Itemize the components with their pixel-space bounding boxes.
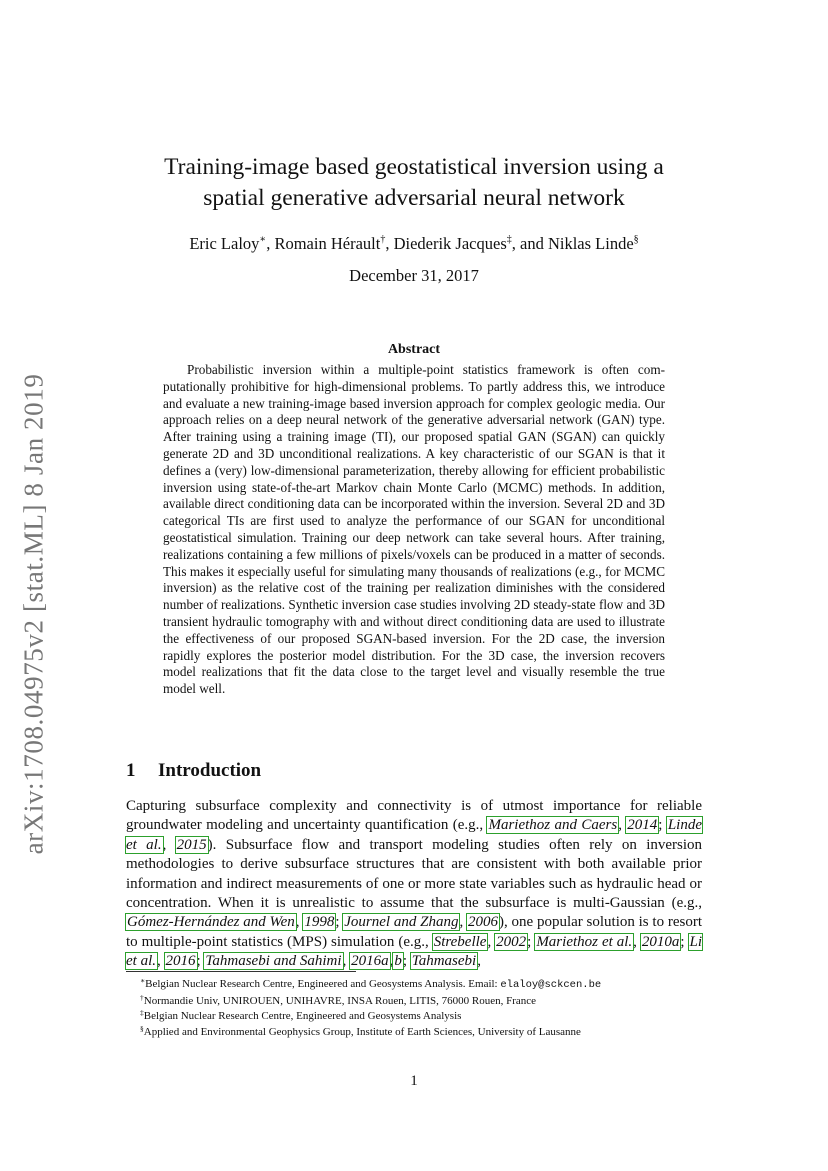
footnote-text: Normandie Univ, UNIROUEN, UNIHAVRE, INSA Rouen, LITIS, 76000 Rouen, France	[143, 994, 537, 1007]
citation-link[interactable]: Tahmasebi	[411, 953, 477, 970]
citation-year-link[interactable]: 2006	[468, 914, 498, 931]
footnote	[140, 1009, 720, 1025]
footnote-text: Applied and Environmental Geophysics Group, Institute of Earth Sciences, University of Lausanne	[143, 1025, 581, 1038]
citation-year-link[interactable]: 2016a	[351, 953, 389, 970]
author-separator: ,	[266, 234, 275, 253]
citation-link[interactable]: Mariethoz et al.	[536, 933, 633, 950]
paper-date: December 31, 2017	[349, 266, 479, 285]
footnote	[140, 977, 720, 994]
arxiv-sidebar-stamp	[14, 372, 54, 856]
body-text: ;	[335, 914, 344, 931]
citation-link[interactable]: Tahmasebi and Sahimi	[205, 953, 342, 970]
title-line-2: spatial generative adversarial neural network	[203, 185, 625, 211]
author-list	[100, 234, 728, 254]
abstract-body: Probabilistic inversion within a multiple-point statistics framework is often computationally prohibitive for high-dimensional problems. To partly address this, we introduce and evaluate a new training-image based inversion approach for complex geologic media. Our approach relies on a deep neural network of the generative adversarial network (GAN) type. After training using a training image (TI), our proposed spatial GAN (SGAN) can quickly generate 2D and 3D unconditional realizations. A key characteristic of our SGAN is that it defines a (very) low-dimensional parameterization, thereby allowing for efficient probabilistic inversion using state-of-the-art Markov chain Monte Carlo (MCMC) methods. In addition, available direct conditioning data can be incorporated within the inversion. Several 2D and 3D categorical TIs are first used to analyze the performance of our SGAN for unconditional geostatistical simulation. Training our deep network can take several hours. After training, realizations containing a few millions of pixels/voxels can be produced in a matter of seconds. This makes it especially useful for simulating many thousands of realizations (e.g., for MCMC inversion) as the relative cost of the training per realization diminishes with the considered number of realizations. Synthetic inversion case studies involving 2D steady-state flow and 3D transient hydraulic tomography with and without direct conditioning data are used to illustrate the effectiveness of our proposed SGAN-based inversion. For the 2D case, the inversion rapidly explores the posterior model distribution. For the 3D case, the inversion recovers model realizations that fit the data close to the target level and visually resemble the true model well.	[163, 362, 665, 697]
author-footnote-mark[interactable]: †	[380, 234, 386, 245]
footnote-mark: §	[140, 1023, 144, 1033]
body-text: ,	[459, 914, 467, 931]
body-text: ), one popular solution is to resort to multiple-point statistics (MPS) simulation (e.g.,	[126, 914, 703, 950]
section-heading	[126, 760, 261, 782]
body-text: ;	[527, 933, 536, 950]
abstract-heading: Abstract	[387, 342, 441, 357]
author-name: Diederik Jacques	[393, 234, 507, 253]
footnote-text: Belgian Nuclear Research Centre, Engineered and Geosystems Analysis	[143, 1010, 462, 1023]
section-title: Introduction	[158, 760, 262, 781]
footnote-divider	[126, 971, 356, 972]
footnote-mark: ∗	[140, 976, 146, 985]
body-text: ). Subsurface flow and transport modeling studies often rely on inversion methodologies to derive subsurface structures that are consistent with both available prior information and indirect measurements of one or more state variables such as hydraulic head or concentration. When it is unrealistic to assume that the subsurface is multi-Gaussian (e.g.,	[126, 836, 703, 912]
footnote-text: Belgian Nuclear Research Centre, Engineered and Geosystems Analysis. Email:	[145, 978, 501, 990]
citation-year-link[interactable]: 1998	[304, 914, 335, 931]
body-text: ,	[487, 933, 496, 950]
body-text: ;	[680, 933, 689, 950]
body-text: ,	[342, 953, 351, 970]
author-footnote-mark[interactable]: ‡	[506, 234, 512, 245]
citation-year-link[interactable]: 2016	[165, 953, 196, 970]
body-text: ;	[196, 953, 205, 970]
body-text: ,	[157, 953, 165, 970]
citation-year-link[interactable]: 2014	[627, 817, 658, 834]
footnote-mark: ‡	[140, 1008, 144, 1018]
author-footnote-mark[interactable]: §	[633, 234, 639, 245]
citation-year-link[interactable]: 2002	[496, 933, 527, 950]
body-text: Capturing subsurface complexity and connectivity is of utmost importance for reliable groundwater modeling and uncertainty quantification (e.g.,	[126, 798, 702, 834]
title-line-1: Training-image based geostatistical inversion using a	[164, 154, 664, 180]
citation-link[interactable]: Mariethoz and Caers	[488, 817, 618, 834]
author-name: Romain Hérault	[274, 234, 381, 253]
author-separator: ,	[385, 234, 394, 253]
page-number: 1	[410, 1073, 418, 1089]
citation-link[interactable]: Linde et al.	[126, 817, 702, 853]
arxiv-identifier: arXiv:1708.04975v2 [stat.ML] 8 Jan 2019	[18, 373, 49, 855]
body-text: ,	[633, 933, 641, 950]
author-separator: , and	[511, 234, 548, 253]
body-text: ;	[402, 953, 411, 970]
body-text: ,	[389, 953, 394, 970]
paper-title	[100, 152, 728, 214]
body-text: ,	[477, 953, 481, 970]
citation-year-link[interactable]: 2010a	[641, 933, 680, 950]
citation-link[interactable]: Li et al.	[126, 933, 703, 970]
body-text: ,	[295, 914, 304, 931]
introduction-paragraph	[126, 797, 702, 972]
footnote	[140, 994, 720, 1010]
citation-link[interactable]: Journel and Zhang	[344, 914, 459, 931]
footnotes	[140, 977, 720, 1040]
email-address[interactable]: elaloy@sckcen.be	[500, 979, 602, 991]
body-text: ,	[618, 817, 627, 834]
section-number: 1	[126, 760, 136, 781]
citation-year-link[interactable]: 2015	[176, 836, 207, 853]
author-name: Niklas Linde	[547, 234, 634, 253]
footnote	[140, 1025, 720, 1041]
citation-year-link[interactable]: b	[394, 953, 402, 970]
footnote-mark: †	[140, 992, 144, 1002]
author-name: Eric Laloy	[189, 234, 260, 253]
author-footnote-mark[interactable]: ∗	[259, 234, 267, 245]
body-text: ;	[658, 817, 667, 834]
citation-link[interactable]: Strebelle	[433, 933, 487, 950]
body-text: ,	[162, 836, 176, 853]
citation-link[interactable]: Gómez-Hernández and Wen	[127, 914, 295, 931]
